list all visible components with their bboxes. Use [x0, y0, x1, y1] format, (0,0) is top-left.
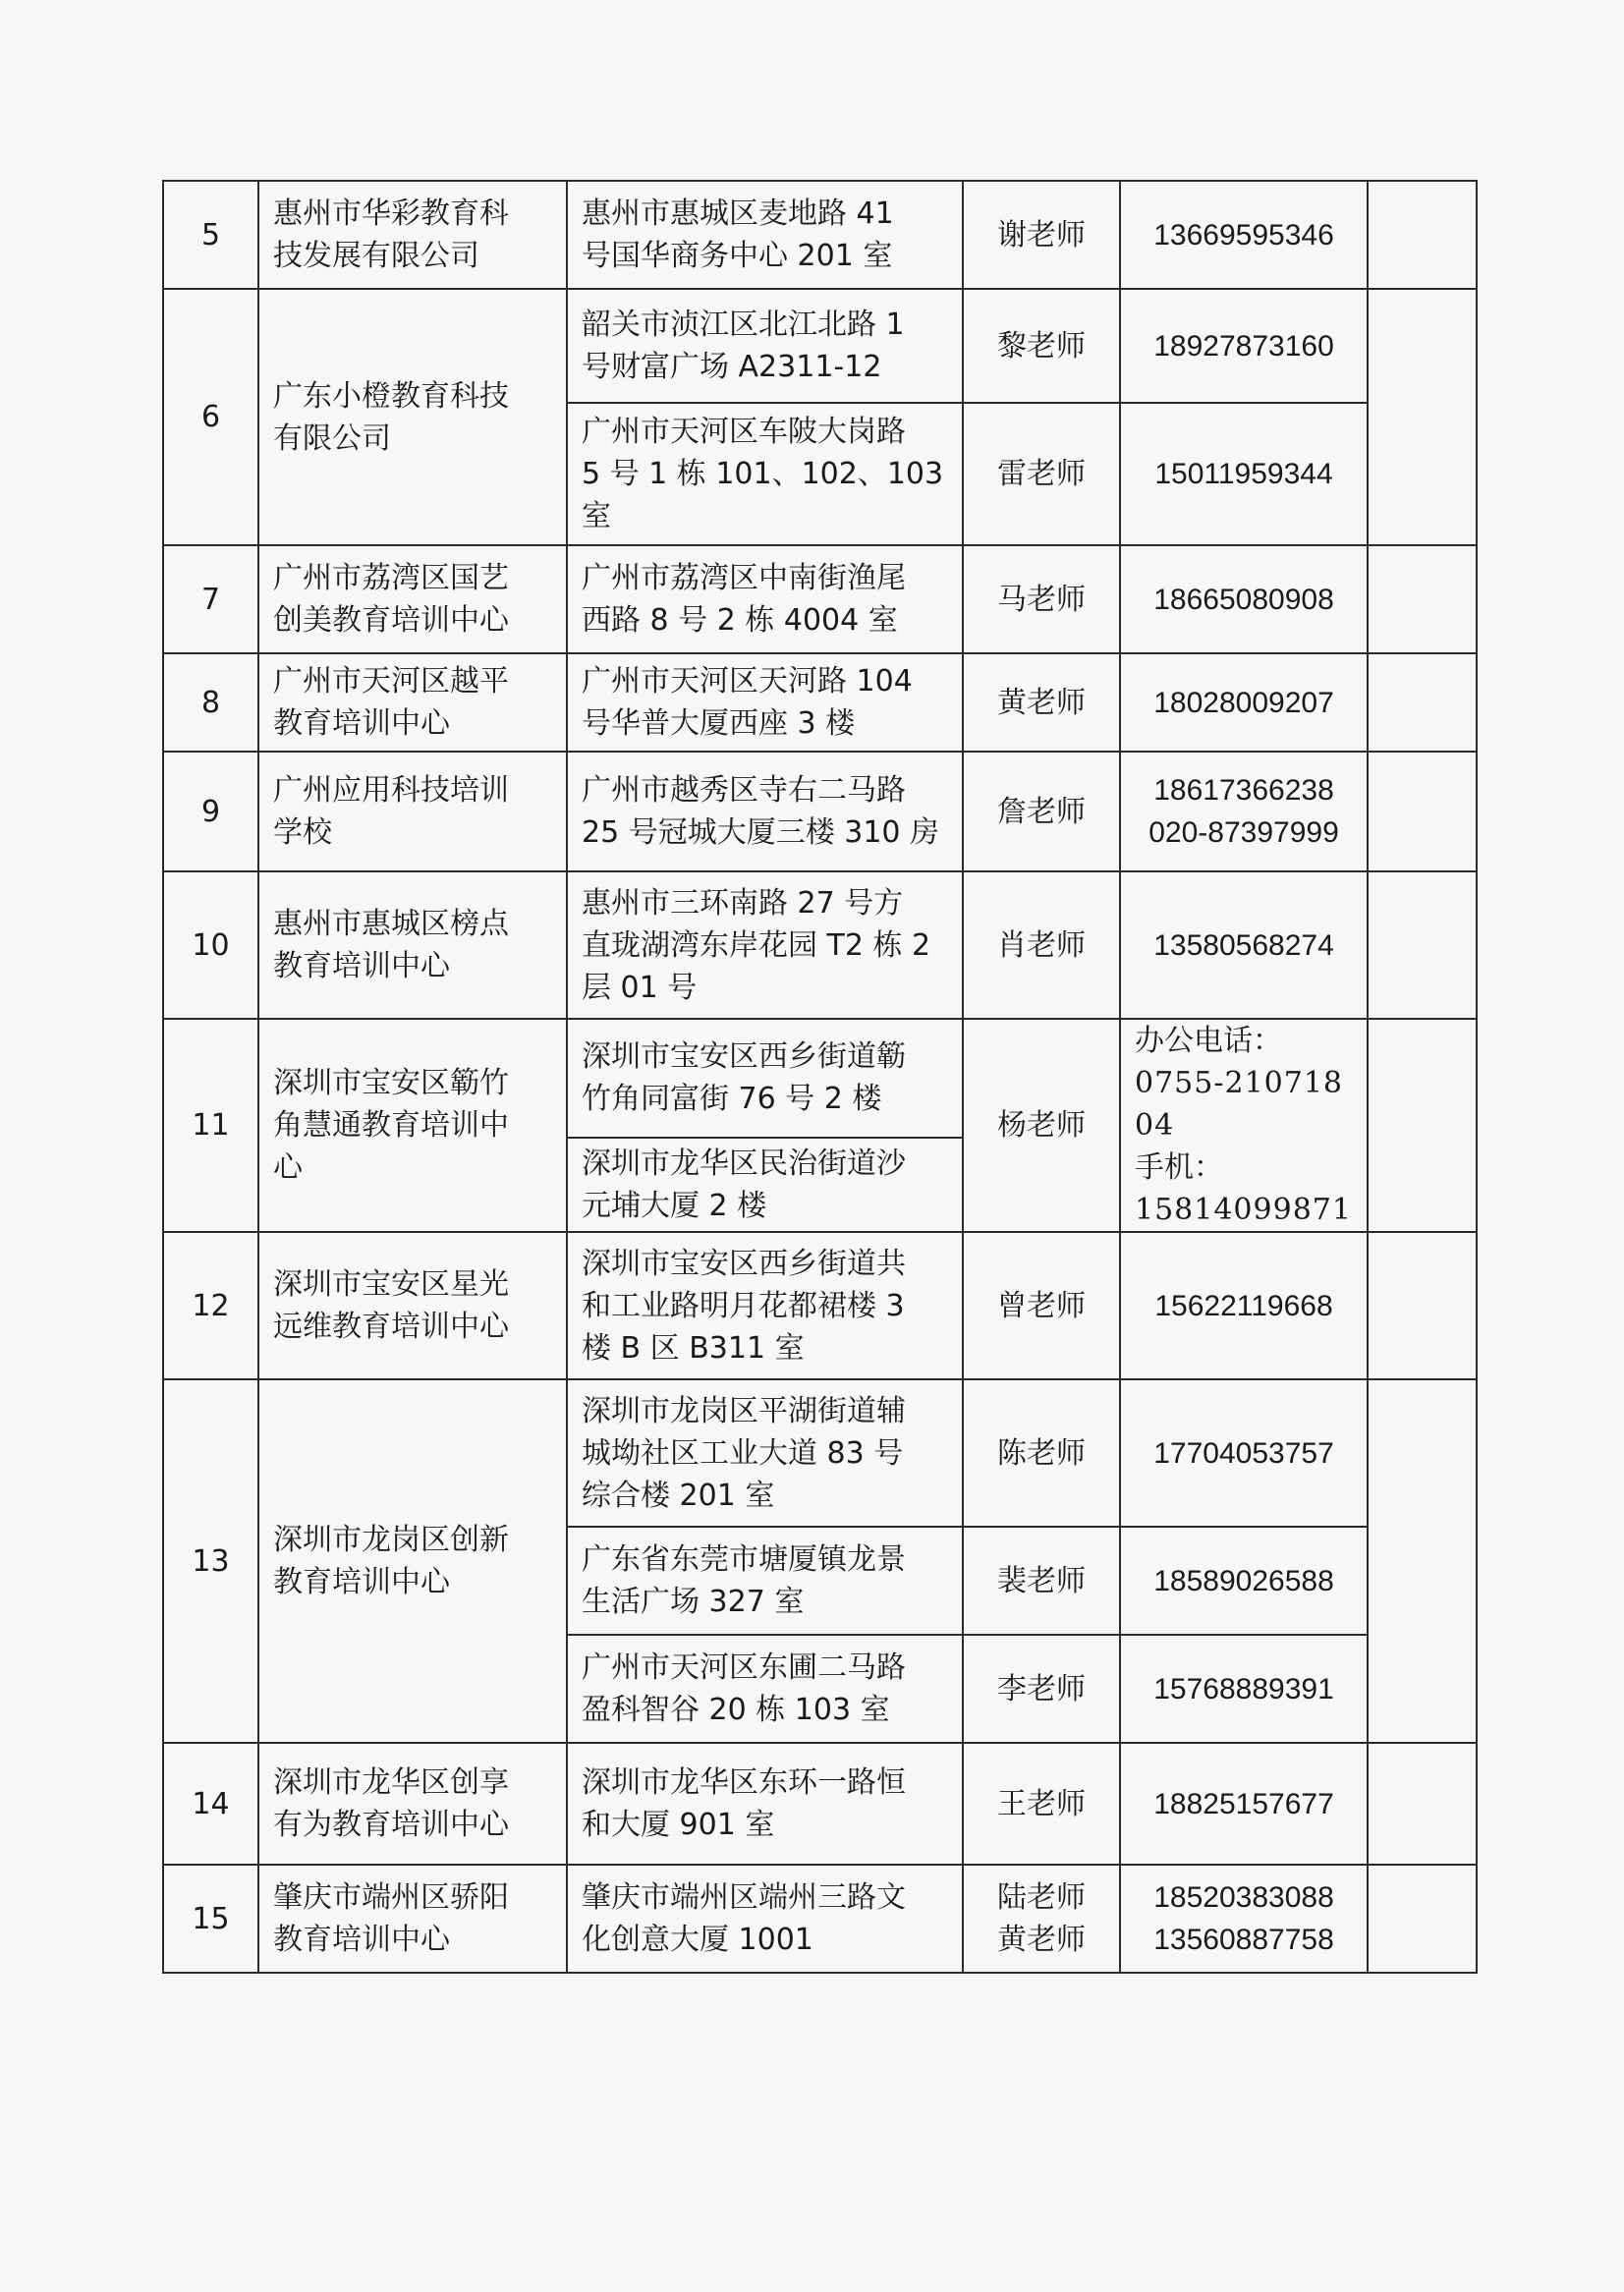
text-line: 肇庆市端州区骄阳: [273, 1880, 509, 1915]
contact-person: [963, 289, 1120, 403]
text-line: 广州市天河区车陂大岗路: [582, 415, 906, 449]
text-line: 深圳市龙华区民治街道沙: [582, 1146, 906, 1181]
table-row: [163, 871, 1477, 1019]
text-line: 技发展有限公司: [273, 239, 479, 273]
text-line: 020-87397999: [1148, 816, 1339, 849]
text-line: 13669595346: [1153, 218, 1334, 252]
text-line: 25 号冠城大厦三楼 310 房: [582, 815, 940, 850]
text-line: 室: [582, 499, 611, 533]
contact-person: [963, 545, 1120, 653]
table-row: [163, 1232, 1477, 1379]
institution-name: [258, 1379, 567, 1743]
phone-number: [1120, 1865, 1368, 1973]
contact-person: [963, 653, 1120, 752]
empty-cell: [1368, 752, 1477, 871]
row-number: [163, 289, 258, 545]
institution-name: [258, 1232, 567, 1379]
row-number-text: 9: [200, 794, 221, 829]
text-line: 教育培训中心: [273, 1565, 450, 1599]
text-line: 18520383088: [1153, 1881, 1334, 1914]
institution-name: [258, 752, 567, 871]
text-line: 18825157677: [1153, 1787, 1334, 1820]
contact-person: [963, 1865, 1120, 1973]
address: [567, 752, 963, 871]
text-line: 13560887758: [1153, 1924, 1334, 1956]
contact-person: [963, 181, 1120, 289]
text-line: 王老师: [997, 1786, 1086, 1821]
institution-name: [258, 1865, 567, 1973]
phone-number: [1120, 181, 1368, 289]
address: [567, 289, 963, 403]
contact-person: [963, 1743, 1120, 1865]
phone-number: [1120, 1232, 1368, 1379]
empty-cell: [1368, 1232, 1477, 1379]
text-line: 15814099871: [1135, 1193, 1352, 1227]
row-number-text: 8: [200, 685, 221, 720]
text-line: 李老师: [997, 1671, 1086, 1706]
row-number: [163, 181, 258, 289]
address: [567, 545, 963, 653]
text-line: 广州市越秀区寺右二马路: [582, 773, 906, 808]
text-line: 陈老师: [997, 1435, 1086, 1471]
text-line: 黄老师: [997, 1923, 1086, 1957]
text-line: 广州市荔湾区国艺: [273, 561, 509, 595]
row-number: [163, 871, 258, 1019]
text-line: 黎老师: [997, 328, 1086, 363]
address: [567, 403, 963, 545]
address: [567, 1865, 963, 1973]
text-line: 综合楼 201 室: [582, 1478, 775, 1513]
text-line: 深圳市宝安区簕竹: [273, 1066, 509, 1100]
text-line: 有限公司: [273, 420, 391, 456]
text-line: 惠州市惠城区麦地路 41: [582, 196, 894, 231]
text-line: 韶关市浈江区北江北路 1: [582, 307, 905, 342]
text-line: 城坳社区工业大道 83 号: [582, 1435, 904, 1471]
table-row: [163, 1743, 1477, 1865]
address: [567, 1019, 963, 1138]
text-line: 曾老师: [997, 1288, 1086, 1323]
table-row: [163, 1019, 1477, 1138]
empty-cell: [1368, 545, 1477, 653]
text-line: 15011959344: [1154, 458, 1333, 490]
text-line: 广州市天河区天河路 104: [582, 664, 913, 699]
text-line: 竹角同富街 76 号 2 楼: [582, 1082, 882, 1117]
empty-cell: [1368, 181, 1477, 289]
row-number-text: 10: [192, 927, 230, 963]
row-number-text: 6: [200, 400, 221, 434]
text-line: 和大厦 901 室: [582, 1808, 775, 1842]
text-line: 0755-21071804: [1135, 1066, 1344, 1143]
row-number: [163, 545, 258, 653]
institution-name: [258, 1743, 567, 1865]
phone-number: [1120, 1527, 1368, 1635]
contact-person: [963, 1635, 1120, 1743]
row-number-text: 13: [192, 1543, 230, 1579]
row-number-text: 5: [200, 217, 221, 252]
text-line: 广东小橙教育科技: [273, 378, 509, 414]
text-line: 角慧通教育培训中: [273, 1108, 509, 1143]
address: [567, 1379, 963, 1527]
text-line: 18665080908: [1153, 583, 1334, 616]
table-row: [163, 1865, 1477, 1973]
text-line: 层 01 号: [582, 970, 698, 1005]
address: [567, 653, 963, 752]
contact-person: [963, 1527, 1120, 1635]
address: [567, 1527, 963, 1635]
phone-number: [1120, 289, 1368, 403]
text-line: 深圳市龙华区东环一路恒: [582, 1765, 906, 1800]
table-row: [163, 545, 1477, 653]
address: [567, 1138, 963, 1232]
text-line: 和工业路明月花都裙楼 3: [582, 1288, 905, 1323]
contact-person: [963, 871, 1120, 1019]
phone-number: [1120, 752, 1368, 871]
contact-person: [963, 403, 1120, 545]
contact-person: [963, 1232, 1120, 1379]
text-line: 西路 8 号 2 栋 4004 室: [582, 603, 898, 638]
text-line: 生活广场 327 室: [582, 1585, 805, 1619]
phone-number: [1120, 653, 1368, 752]
row-number: [163, 1232, 258, 1379]
institution-name: [258, 871, 567, 1019]
empty-cell: [1368, 289, 1477, 545]
row-number: [163, 752, 258, 871]
address: [567, 1743, 963, 1865]
text-line: 远维教育培训中心: [273, 1310, 509, 1344]
empty-cell: [1368, 1019, 1477, 1232]
text-line: 深圳市龙岗区平湖街道辅: [582, 1393, 906, 1428]
text-line: 广州市天河区越平: [273, 664, 509, 699]
institution-name: [258, 289, 567, 545]
row-number-text: 11: [192, 1108, 230, 1143]
row-number: [163, 1019, 258, 1232]
table-row: [163, 181, 1477, 289]
text-line: 教育培训中心: [273, 706, 450, 741]
text-line: 创美教育培训中心: [273, 603, 509, 638]
row-number: [163, 1743, 258, 1865]
text-line: 心: [273, 1150, 303, 1185]
text-line: 肖老师: [997, 927, 1086, 963]
text-line: 号华普大厦西座 3 楼: [582, 706, 856, 741]
phone-number: [1120, 1019, 1368, 1232]
text-line: 号财富广场 A2311-12: [582, 350, 882, 384]
text-line: 手机：: [1135, 1151, 1223, 1184]
text-line: 盈科智谷 20 栋 103 室: [582, 1693, 890, 1727]
text-line: 5 号 1 栋 101、102、103: [582, 457, 944, 491]
empty-cell: [1368, 1743, 1477, 1865]
text-line: 雷老师: [997, 457, 1086, 491]
row-number: [163, 653, 258, 752]
text-line: 号国华商务中心 201 室: [582, 239, 893, 273]
contact-person: [963, 1379, 1120, 1527]
empty-cell: [1368, 1865, 1477, 1973]
phone-number: [1120, 545, 1368, 653]
empty-cell: [1368, 1379, 1477, 1743]
institution-name: [258, 653, 567, 752]
phone-number: [1120, 871, 1368, 1019]
phone-number: [1120, 1635, 1368, 1743]
institution-name: [258, 181, 567, 289]
text-line: 元埔大厦 2 楼: [582, 1188, 767, 1223]
text-line: 肇庆市端州区端州三路文: [582, 1880, 906, 1915]
contact-person: [963, 1019, 1120, 1232]
text-line: 17704053757: [1153, 1436, 1334, 1470]
institution-table: [162, 180, 1478, 1974]
contact-person: [963, 752, 1120, 871]
row-number-text: 12: [192, 1288, 230, 1323]
phone-number: [1120, 1379, 1368, 1527]
text-line: 化创意大厦 1001: [582, 1923, 813, 1957]
table-body: [163, 181, 1477, 1973]
text-line: 杨老师: [997, 1108, 1086, 1143]
text-line: 楼 B 区 B311 室: [582, 1330, 805, 1366]
table-row: [163, 289, 1477, 403]
row-number-text: 15: [192, 1901, 230, 1936]
text-line: 教育培训中心: [273, 949, 450, 983]
address: [567, 1635, 963, 1743]
address: [567, 871, 963, 1019]
text-line: 詹老师: [997, 794, 1086, 829]
text-line: 办公电话：: [1135, 1025, 1282, 1057]
text-line: 18589026588: [1153, 1564, 1334, 1597]
text-line: 深圳市宝安区西乡街道簕: [582, 1039, 906, 1075]
text-line: 裴老师: [997, 1563, 1086, 1598]
text-line: 15768889391: [1153, 1672, 1334, 1705]
text-line: 惠州市华彩教育科: [273, 196, 509, 231]
text-line: 广州市天河区东圃二马路: [582, 1650, 906, 1685]
text-line: 18927873160: [1153, 329, 1334, 363]
institution-name: [258, 545, 567, 653]
text-line: 广州市荔湾区中南街渔尾: [582, 561, 906, 595]
text-line: 陆老师: [997, 1880, 1086, 1915]
row-number-text: 7: [200, 582, 221, 617]
address: [567, 181, 963, 289]
text-line: 马老师: [997, 582, 1086, 617]
table-row: [163, 1379, 1477, 1527]
text-line: 教育培训中心: [273, 1923, 450, 1957]
address: [567, 1232, 963, 1379]
text-line: 深圳市龙华区创享: [273, 1765, 509, 1800]
text-line: 深圳市宝安区星光: [273, 1267, 509, 1302]
text-line: 广州应用科技培训: [273, 773, 509, 808]
text-line: 广东省东莞市塘厦镇龙景: [582, 1542, 906, 1577]
text-line: 谢老师: [997, 217, 1086, 252]
text-line: 有为教育培训中心: [273, 1808, 509, 1842]
text-line: 惠州市三环南路 27 号方: [582, 885, 904, 921]
text-line: 15622119668: [1154, 1289, 1333, 1322]
text-line: 深圳市龙岗区创新: [273, 1523, 509, 1557]
text-line: 学校: [273, 815, 332, 850]
text-line: 18617366238: [1153, 774, 1334, 807]
empty-cell: [1368, 653, 1477, 752]
phone-number: [1120, 403, 1368, 545]
institution-name: [258, 1019, 567, 1232]
text-line: 黄老师: [997, 685, 1086, 720]
row-number: [163, 1865, 258, 1973]
row-number: [163, 1379, 258, 1743]
phone-number: [1120, 1743, 1368, 1865]
text-line: 深圳市宝安区西乡街道共: [582, 1246, 906, 1281]
row-number-text: 14: [192, 1786, 230, 1821]
text-line: 直珑湖湾东岸花园 T2 栋 2: [582, 927, 931, 963]
table-row: [163, 752, 1477, 871]
empty-cell: [1368, 871, 1477, 1019]
text-line: 18028009207: [1153, 686, 1334, 719]
text-line: 惠州市惠城区榜点: [273, 907, 509, 941]
table-row: [163, 653, 1477, 752]
text-line: 13580568274: [1153, 928, 1334, 962]
